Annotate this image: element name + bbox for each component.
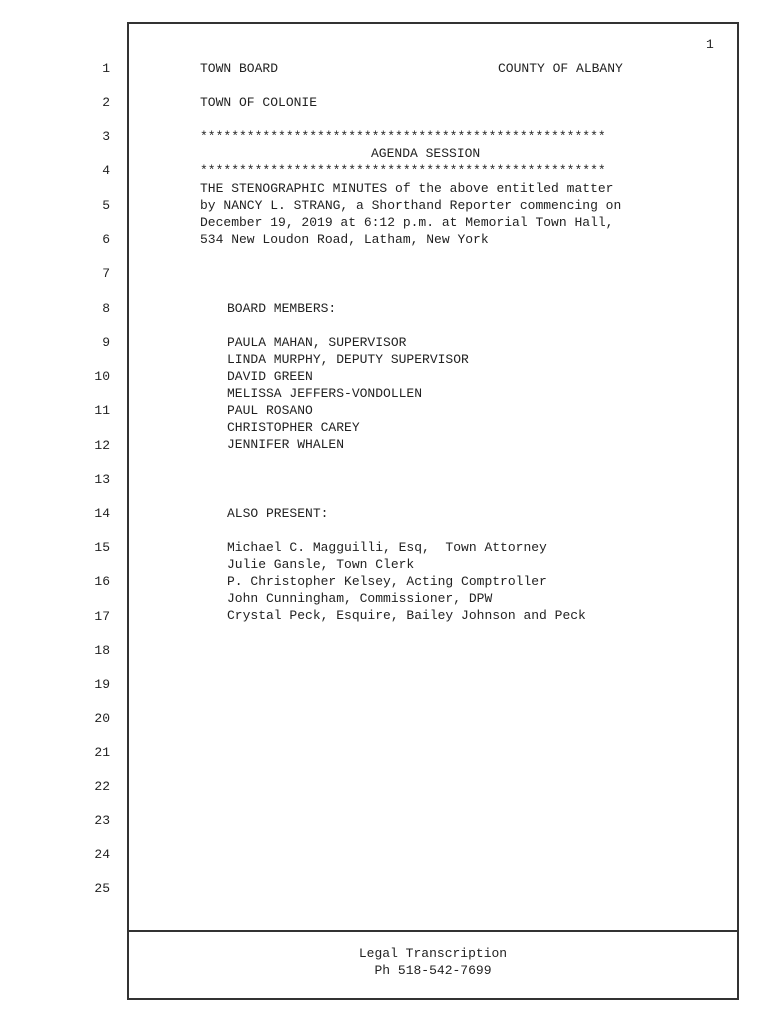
minutes-line: THE STENOGRAPHIC MINUTES of the above entitled matter — [200, 181, 614, 196]
board-heading: BOARD MEMBERS: — [227, 301, 337, 316]
line-number: 4 — [102, 163, 110, 178]
line-number: 14 — [94, 506, 110, 521]
present-person: Crystal Peck, Esquire, Bailey Johnson and Peck — [227, 608, 586, 623]
footer-phone: Ph 518-542-7699 — [374, 963, 492, 978]
line-number: 16 — [94, 574, 110, 589]
line-number: 24 — [94, 847, 110, 862]
footer-title: Legal Transcription — [358, 946, 508, 961]
session-title: AGENDA SESSION — [371, 146, 481, 161]
line-number: 7 — [102, 266, 110, 281]
footer-divider — [129, 930, 737, 932]
line-number: 17 — [94, 609, 110, 624]
stars-top: **************************************************** — [200, 129, 606, 144]
board-member: PAULA MAHAN, SUPERVISOR — [227, 335, 407, 350]
line-number: 13 — [94, 472, 110, 487]
line-number: 5 — [102, 198, 110, 213]
line-number: 12 — [94, 438, 110, 453]
line-number: 15 — [94, 540, 110, 555]
line-number: 10 — [94, 369, 110, 384]
line-number: 21 — [94, 745, 110, 760]
board-member: LINDA MURPHY, DEPUTY SUPERVISOR — [227, 352, 469, 367]
present-person: P. Christopher Kelsey, Acting Comptroller — [227, 574, 547, 589]
line-number: 25 — [94, 881, 110, 896]
board-member: CHRISTOPHER CAREY — [227, 420, 360, 435]
line-number: 8 — [102, 301, 110, 316]
board-member: JENNIFER WHALEN — [227, 437, 345, 452]
line-number: 6 — [102, 232, 110, 247]
line-number: 11 — [94, 403, 110, 418]
present-person: Julie Gansle, Town Clerk — [227, 557, 415, 572]
line-number: 23 — [94, 813, 110, 828]
header-town: TOWN OF COLONIE — [200, 95, 318, 110]
stars-bottom: **************************************************** — [200, 163, 606, 178]
line-number: 2 — [102, 95, 110, 110]
present-person: Michael C. Magguilli, Esq, Town Attorney — [227, 540, 547, 555]
present-person: John Cunningham, Commissioner, DPW — [227, 591, 493, 606]
present-heading: ALSO PRESENT: — [227, 506, 329, 521]
header-left: TOWN BOARD — [200, 61, 279, 76]
line-number: 18 — [94, 643, 110, 658]
page-number: 1 — [706, 37, 714, 52]
line-number: 9 — [102, 335, 110, 350]
line-number: 1 — [102, 61, 110, 76]
header-right: COUNTY OF ALBANY — [498, 61, 623, 76]
board-member: MELISSA JEFFERS-VONDOLLEN — [227, 386, 423, 401]
line-number: 3 — [102, 129, 110, 144]
line-number: 22 — [94, 779, 110, 794]
board-member: PAUL ROSANO — [227, 403, 313, 418]
board-member: DAVID GREEN — [227, 369, 313, 384]
line-number: 20 — [94, 711, 110, 726]
line-number: 19 — [94, 677, 110, 692]
minutes-line: December 19, 2019 at 6:12 p.m. at Memorial Town Hall, — [200, 215, 614, 230]
minutes-line: by NANCY L. STRANG, a Shorthand Reporter commencing on — [200, 198, 622, 213]
minutes-line: 534 New Loudon Road, Latham, New York — [200, 232, 489, 247]
